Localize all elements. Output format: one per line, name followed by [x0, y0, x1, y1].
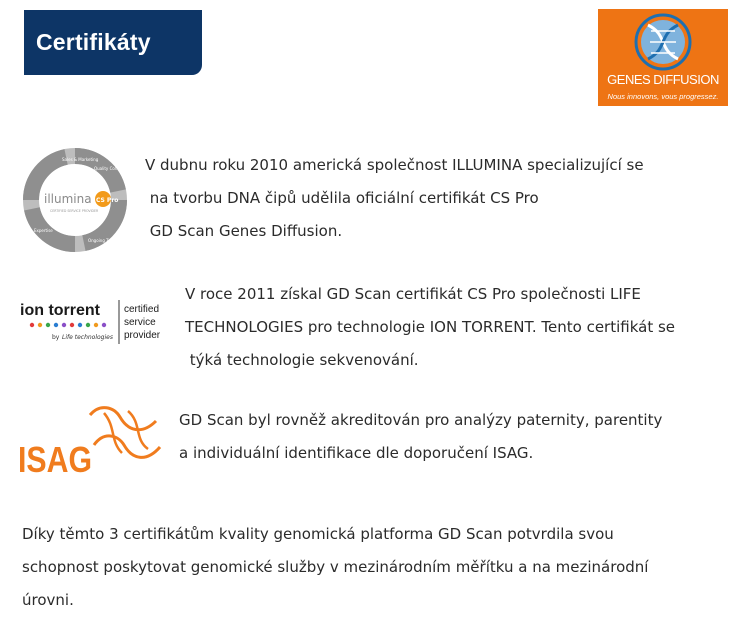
isag-logo — [18, 405, 166, 477]
ion-torrent-logo — [20, 297, 170, 347]
illumina-brand: illumina — [44, 192, 92, 206]
ion-torrent-line-1: V roce 2011 získal GD Scan certifikát CS Pro společnosti LIFE — [185, 285, 641, 303]
ion-torrent-by: by — [52, 334, 60, 341]
illumina-ring-word-3: Ongoing Training — [88, 238, 122, 243]
genes-diffusion-logo — [598, 9, 728, 106]
illumina-line-3: GD Scan Genes Diffusion. — [145, 222, 343, 240]
conclusion-line-2: schopnost poskytovat genomické služby v mezinárodním měřítku a na mezinárodní — [22, 558, 649, 576]
isag-line-2: a individuální identifikace dle doporučení ISAG. — [179, 444, 534, 462]
isag-logo-text: ISAG — [18, 439, 92, 477]
ion-torrent-line-3: týká technologie sekvenování. — [185, 351, 419, 369]
conclusion-line-3: úrovni. — [22, 591, 74, 609]
ion-torrent-paragraph — [185, 278, 675, 377]
ion-torrent-service: service — [124, 317, 156, 328]
ion-torrent-logo-graphic — [20, 297, 170, 347]
illumina-ring-icon — [22, 146, 128, 254]
page-title: Certifikáty — [36, 29, 151, 55]
ion-torrent-certified: certified — [124, 304, 160, 315]
illumina-sub: CERTIFIED SERVICE PROVIDER — [50, 209, 99, 213]
ion-torrent-provider: provider — [124, 330, 161, 341]
conclusion-paragraph — [22, 518, 648, 617]
genes-diffusion-name: GENES DIFFUSION — [607, 72, 719, 87]
illumina-badge: CS Pro — [96, 197, 119, 204]
illumina-ring-word-2: Quality Control — [94, 166, 125, 171]
illumina-cs-pro-logo — [22, 146, 128, 254]
illumina-ring-word-1: Sales & Marketing — [62, 157, 99, 162]
ion-torrent-line-2: TECHNOLOGIES pro technologie ION TORRENT. Tento certifikát se — [185, 318, 676, 336]
ion-torrent-brand: ion torrent — [20, 302, 100, 319]
isag-line-1: GD Scan byl rovněž akreditován pro analýzy paternity, parentity — [179, 411, 663, 429]
illumina-paragraph — [145, 149, 644, 248]
isag-paragraph — [179, 404, 662, 470]
illumina-line-1: V dubnu roku 2010 americká společnost ILLUMINA specializující se — [145, 156, 644, 174]
genes-diffusion-slogan: Nous innovons, vous progressez. — [607, 92, 719, 101]
conclusion-line-1: Díky těmto 3 certifikátům kvality genomická platforma GD Scan potvrdila svou — [22, 525, 614, 543]
illumina-line-2: na tvorbu DNA čipů udělila oficiální certifikát CS Pro — [145, 189, 539, 207]
page-title-badge — [24, 10, 202, 75]
isag-helix-icon — [18, 405, 166, 477]
illumina-ring-word-4: Expertise — [34, 228, 53, 233]
ion-torrent-life: Life technologies — [62, 334, 113, 341]
